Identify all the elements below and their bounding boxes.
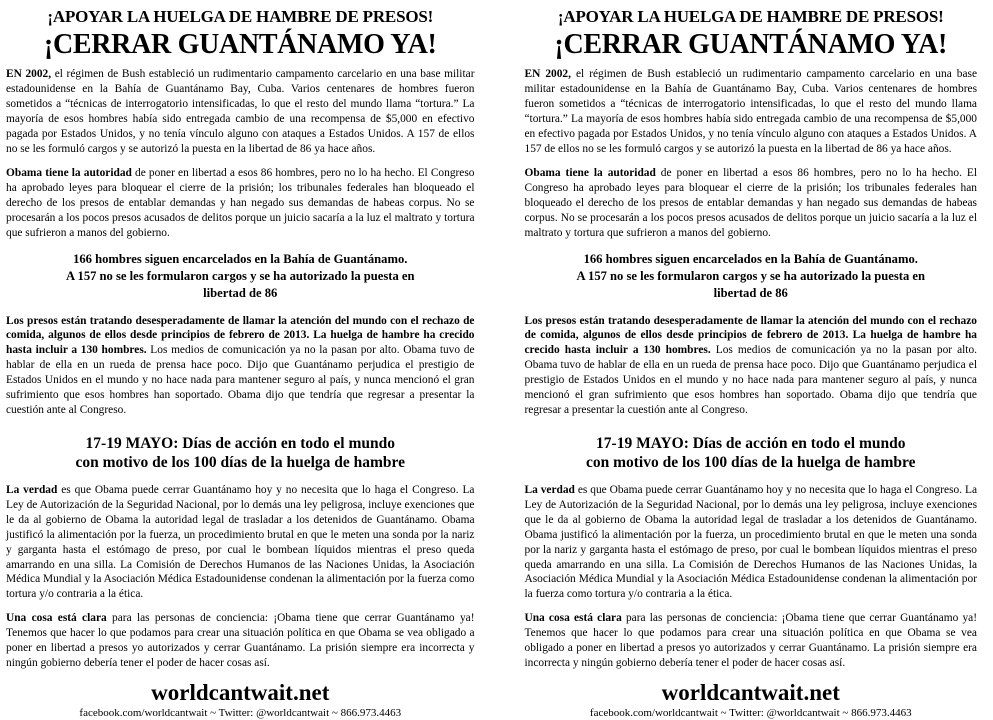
paragraph-obama-authority-copy	[525, 166, 978, 241]
subheading-line-1: 17-19 MAYO: Días de acción en todo el mundo	[6, 434, 475, 453]
flyer-panel-right	[497, 0, 993, 673]
paragraph-background-text-copy: el régimen de Bush estableció un rudimentario campamento carcelario en una base militar estadounidense en la Bahía de Guantánamo Bay, Cuba. Varios centenares de hombres fueron sometidos a “técnicas de interrogatorio intensificadas, lo que el resto del mundo llama “tortura.” La mayoría de esos hombres había sido entregada cambio de una recompensa de $5,000 en efectivo pagada por Estados Unidos, y no tenía vínculo alguno con ataques a Estados Unidos. A 157 de ellos no se les formuló cargos y se autorizó la puesta en la libertad de 86 ya hace años.	[525, 68, 978, 155]
paragraph-hunger-strike-text-copy: Los medios de comunicación ya no la pasan por alto. Obama tuvo de hablar de ella en un rueda de prensa hace poco. Dijo que Guantánamo perjudica el prestigio de Estados Unidos en el mundo y no hace nada para mantener seguro al país, y nunca mencionó el gran sufrimiento que esos hombres han soportado. Obama dijo que tendría que regresar a presentar la cuestión ante al Congreso.	[525, 344, 978, 416]
paragraph-hunger-strike	[6, 314, 475, 419]
paragraph-hunger-strike-text: Los medios de comunicación ya no la pasan por alto. Obama tuvo de hablar de ella en un rueda de prensa hace poco. Dijo que Guantánamo perjudica el prestigio de Estados Unidos en el mundo y no hace nada para mantener seguro al país, y nunca mencionó el gran sufrimiento que esos hombres han soportado. Obama dijo que tendría que regresar a presentar la cuestión ante al Congreso.	[6, 344, 475, 416]
paragraph-conclusion-text: para las personas de conciencia: ¡Obama tiene que cerrar Guantánamo ya! Tenemos que hacer lo que podamos para crear una situación política en que Obama se vea obligado a poner en libertad a presos yo autorizados y cerrar Guantánamo. La prisión siempre era incorrecta y ningún gobierno debería tener el poder de hacer cosas así.	[6, 612, 475, 669]
callout-line-3: libertad de 86	[6, 285, 475, 302]
subheading-days-of-action-copy	[525, 434, 978, 473]
paragraph-background-copy	[525, 67, 978, 157]
footer-contact-info: facebook.com/worldcantwait ~ Twitter: @worldcantwait ~ 866.973.4463	[6, 707, 475, 720]
paragraph-obama-authority	[6, 166, 475, 241]
paragraph-obama-authority-text: de poner en libertad a esos 86 hombres, pero no lo ha hecho. El Congreso ha aprobado leyes para bloquear el cierre de la prisión; los tribunales federales han bloqueado el derecho de los presos de entablar demandas y han negado sus demandas de habeas corpus. No se procesarán a los pocos presos acusados de delitos porque un juicio sacaría a la luz el maltrato y tortura que sufrieron a manos del gobierno.	[6, 167, 475, 239]
footer-contact-info-copy: facebook.com/worldcantwait ~ Twitter: @worldcantwait ~ 866.973.4463	[525, 707, 978, 720]
footer-copy	[525, 681, 978, 720]
subheading-days-of-action	[6, 434, 475, 473]
paragraph-hunger-strike-lead: Los presos están tratando desesperadamente de llamar la atención del mundo con el rechazo de comida, algunos de ellos desde principios de febrero de 2013. La huelga de hambre ha crecido hasta incluir a 130 hombres.	[6, 315, 475, 357]
subheading-line-2: con motivo de los 100 días de la huelga de hambre	[6, 453, 475, 472]
callout-line-3-copy: libertad de 86	[525, 285, 978, 302]
paragraph-truth-text-copy: es que Obama puede cerrar Guantánamo hoy y no necesita que lo haga el Congreso. La Ley de Autorización de la Seguridad Nacional, por lo demás una ley peligrosa, incluye exenciones que le da al gobierno de Obama la autoridad legal de trasladar a los detenidos de Guantánamo. Obama justificó la alimentación por la fuerza, un procedimiento brutal en que le meten una sonda por la nariz y garganta hasta el estómago de preso, por cual le bombean líquidos mientras el preso queda amarrando en una silla. La Comisión de Derechos Humanos de las Naciones Unidas, la Asociación Médica Mundial y la Asociación Médica Estadounidense condenan la alimentación por la fuerza como tortura y/o contraria a la ética.	[525, 484, 978, 601]
paragraph-truth-copy	[525, 483, 978, 603]
callout-line-2: A 157 no se les formularon cargos y se ha autorizado la puesta en	[6, 268, 475, 285]
paragraph-background	[6, 67, 475, 157]
paragraph-conclusion	[6, 611, 475, 671]
paragraph-background-lead-copy: EN 2002,	[525, 68, 571, 80]
callout-line-1-copy: 166 hombres siguen encarcelados en la Bahía de Guantánamo.	[525, 251, 978, 268]
paragraph-hunger-strike-lead-copy: Los presos están tratando desesperadamente de llamar la atención del mundo con el rechazo de comida, algunos de ellos desde principios de febrero de 2013. La huelga de hambre ha crecido hasta incluir a 130 hombres.	[525, 315, 978, 357]
paragraph-truth-lead-copy: La verdad	[525, 484, 575, 496]
paragraph-truth-lead: La verdad	[6, 484, 57, 496]
paragraph-truth	[6, 483, 475, 603]
callout-prisoner-numbers	[6, 251, 475, 302]
flyer-panel-left	[0, 0, 497, 673]
footer-website-url-copy[interactable]: worldcantwait.net	[525, 681, 978, 704]
paragraph-obama-authority-text-copy: de poner en libertad a esos 86 hombres, pero no lo ha hecho. El Congreso ha aprobado leyes para bloquear el cierre de la prisión; los tribunales federales han bloqueado el derecho de los presos de entablar demandas y han negado sus demandas de habeas corpus. No se procesarán a los pocos presos acusados de delitos porque un juicio sacaría a la luz el maltrato y tortura que sufrieron a manos del gobierno.	[525, 167, 978, 239]
paragraph-truth-text: es que Obama puede cerrar Guantánamo hoy y no necesita que lo haga el Congreso. La Ley de Autorización de la Seguridad Nacional, por lo demás una ley peligrosa, incluye exenciones que le da al gobierno de Obama la autoridad legal de trasladar a los detenidos de Guantánamo. Obama justificó la alimentación por la fuerza, un procedimiento brutal en que le meten una sonda por la nariz y garganta hasta el estómago de preso, por cual le bombean líquidos mientras el preso queda amarrando en una silla. La Comisión de Derechos Humanos de las Naciones Unidas, la Asociación Médica Mundial y la Asociación Médica Estadounidense condenan la alimentación por la fuerza como tortura y/o contraria a la ética.	[6, 484, 475, 601]
footer-website-url[interactable]: worldcantwait.net	[6, 681, 475, 704]
paragraph-conclusion-lead-copy: Una cosa está clara	[525, 612, 622, 624]
paragraph-background-lead: EN 2002,	[6, 68, 51, 80]
callout-prisoner-numbers-copy	[525, 251, 978, 302]
headline-support-hunger-strike-copy: ¡APOYAR LA HUELGA DE HAMBRE DE PRESOS!	[525, 8, 978, 26]
headline-support-hunger-strike: ¡APOYAR LA HUELGA DE HAMBRE DE PRESOS!	[6, 8, 475, 26]
paragraph-conclusion-lead: Una cosa está clara	[6, 612, 107, 624]
paragraph-background-text: el régimen de Bush estableció un rudimentario campamento carcelario en una base militar estadounidense en la Bahía de Guantánamo Bay, Cuba. Varios centenares de hombres fueron sometidos a “técnicas de interrogatorio intensificadas, lo que el resto del mundo llama “tortura.” La mayoría de esos hombres había sido entregada cambio de una recompensa de $5,000 en efectivo pagada por Estados Unidos, y no tenía vínculo alguno con ataques a Estados Unidos. A 157 de ellos no se les formuló cargos y se autorizó la puesta en la libertad de 86 ya hace años.	[6, 68, 475, 155]
paragraph-obama-authority-lead-copy: Obama tiene la autoridad	[525, 167, 656, 179]
paragraph-obama-authority-lead: Obama tiene la autoridad	[6, 167, 132, 179]
headline-close-guantanamo: ¡CERRAR GUANTÁNAMO YA!	[6, 30, 475, 59]
headline-close-guantanamo-copy: ¡CERRAR GUANTÁNAMO YA!	[525, 30, 978, 59]
footer	[6, 681, 475, 720]
subheading-line-1-copy: 17-19 MAYO: Días de acción en todo el mundo	[525, 434, 978, 453]
callout-line-1: 166 hombres siguen encarcelados en la Bahía de Guantánamo.	[6, 251, 475, 268]
paragraph-hunger-strike-copy	[525, 314, 978, 419]
paragraph-conclusion-text-copy: para las personas de conciencia: ¡Obama tiene que cerrar Guantánamo ya! Tenemos que hacer lo que podamos para crear una situación política en que Obama se vea obligado a poner en libertad a presos yo autorizados y cerrar Guantánamo. La prisión siempre era incorrecta y ningún gobierno debería tener el poder de hacer cosas así.	[525, 612, 978, 669]
callout-line-2-copy: A 157 no se les formularon cargos y se ha autorizado la puesta en	[525, 268, 978, 285]
subheading-line-2-copy: con motivo de los 100 días de la huelga de hambre	[525, 453, 978, 472]
paragraph-conclusion-copy	[525, 611, 978, 671]
